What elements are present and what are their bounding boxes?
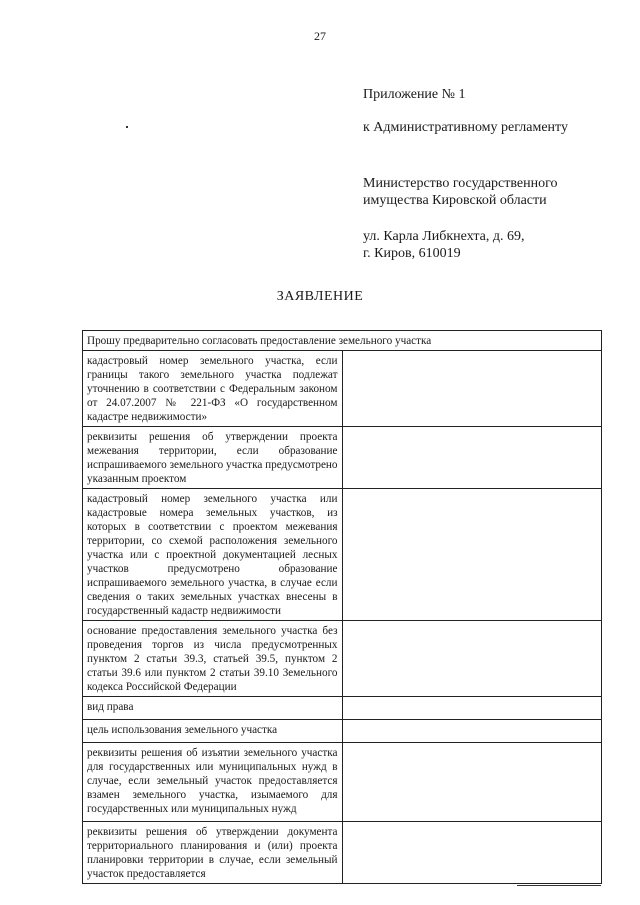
address-line-1: ул. Карла Либкнехта, д. 69, — [363, 229, 525, 244]
appendix-label: Приложение № 1 — [363, 87, 466, 102]
row-label: вид права — [83, 697, 343, 720]
ministry-line-2: имущества Кировской области — [363, 193, 547, 208]
table-row — [83, 427, 602, 489]
table-row — [83, 489, 602, 621]
row-label: реквизиты решения об утверждении документа территориального планирования и (или) проекта планировки территории в случае, если земельный участок предоставляется — [83, 822, 343, 884]
row-label: кадастровый номер земельного участка, если границы такого земельного участка подлежат уточнению в соответствии с Федеральным законом от 24.07.2007 № 221-ФЗ «О государственном кадастре недвижимости» — [83, 351, 343, 427]
table-row — [83, 621, 602, 697]
application-form-table — [82, 330, 602, 884]
footer-rule — [517, 885, 601, 886]
addressee-address — [363, 228, 603, 262]
row-value-field[interactable] — [342, 697, 602, 720]
table-row — [83, 697, 602, 720]
document-title: ЗАЯВЛЕНИЕ — [276, 289, 364, 304]
row-label: кадастровый номер земельного участка или кадастровые номера земельных участков, из которых в соответствии с проектом межевания территории, со схемой расположения земельного участка или с проектной документацией лесных участков предусмотрено образование испрашиваемого земельного участка, в случае если сведения о таких земельных участках внесены в государственный кадастр недвижимости — [83, 489, 343, 621]
scan-speck — [126, 126, 128, 128]
table-header-cell: Прошу предварительно согласовать предоставление земельного участка — [83, 331, 602, 351]
addressee-ministry — [363, 175, 603, 209]
table-header-row — [83, 331, 602, 351]
row-value-field[interactable] — [342, 743, 602, 822]
row-value-field[interactable] — [342, 822, 602, 884]
table-row — [83, 822, 602, 884]
row-label: реквизиты решения об утверждении проекта межевания территории, если образование испрашиваемого земельного участка предусмотрено указанным проектом — [83, 427, 343, 489]
page-number: 27 — [314, 29, 326, 43]
row-value-field[interactable] — [342, 720, 602, 743]
row-value-field[interactable] — [342, 621, 602, 697]
table-row — [83, 720, 602, 743]
row-value-field[interactable] — [342, 489, 602, 621]
row-label: реквизиты решения об изъятии земельного участка для государственных или муниципальных нужд в случае, если земельный участок предоставляется взамен земельного участка, изымаемого для государственных или муниципальных нужд — [83, 743, 343, 822]
table-row — [83, 351, 602, 427]
table-row — [83, 743, 602, 822]
address-line-2: г. Киров, 610019 — [363, 246, 461, 261]
row-value-field[interactable] — [342, 427, 602, 489]
row-label: основание предоставления земельного участка без проведения торгов из числа предусмотренных пунктом 2 статьи 39.3, статьей 39.5, пунктом 2 статьи 39.6 или пунктом 2 статьи 39.10 Земельного кодекса Российской Федерации — [83, 621, 343, 697]
row-value-field[interactable] — [342, 351, 602, 427]
row-label: цель использования земельного участка — [83, 720, 343, 743]
regulation-reference: к Административному регламенту — [363, 120, 568, 135]
ministry-line-1: Министерство государственного — [363, 176, 558, 191]
